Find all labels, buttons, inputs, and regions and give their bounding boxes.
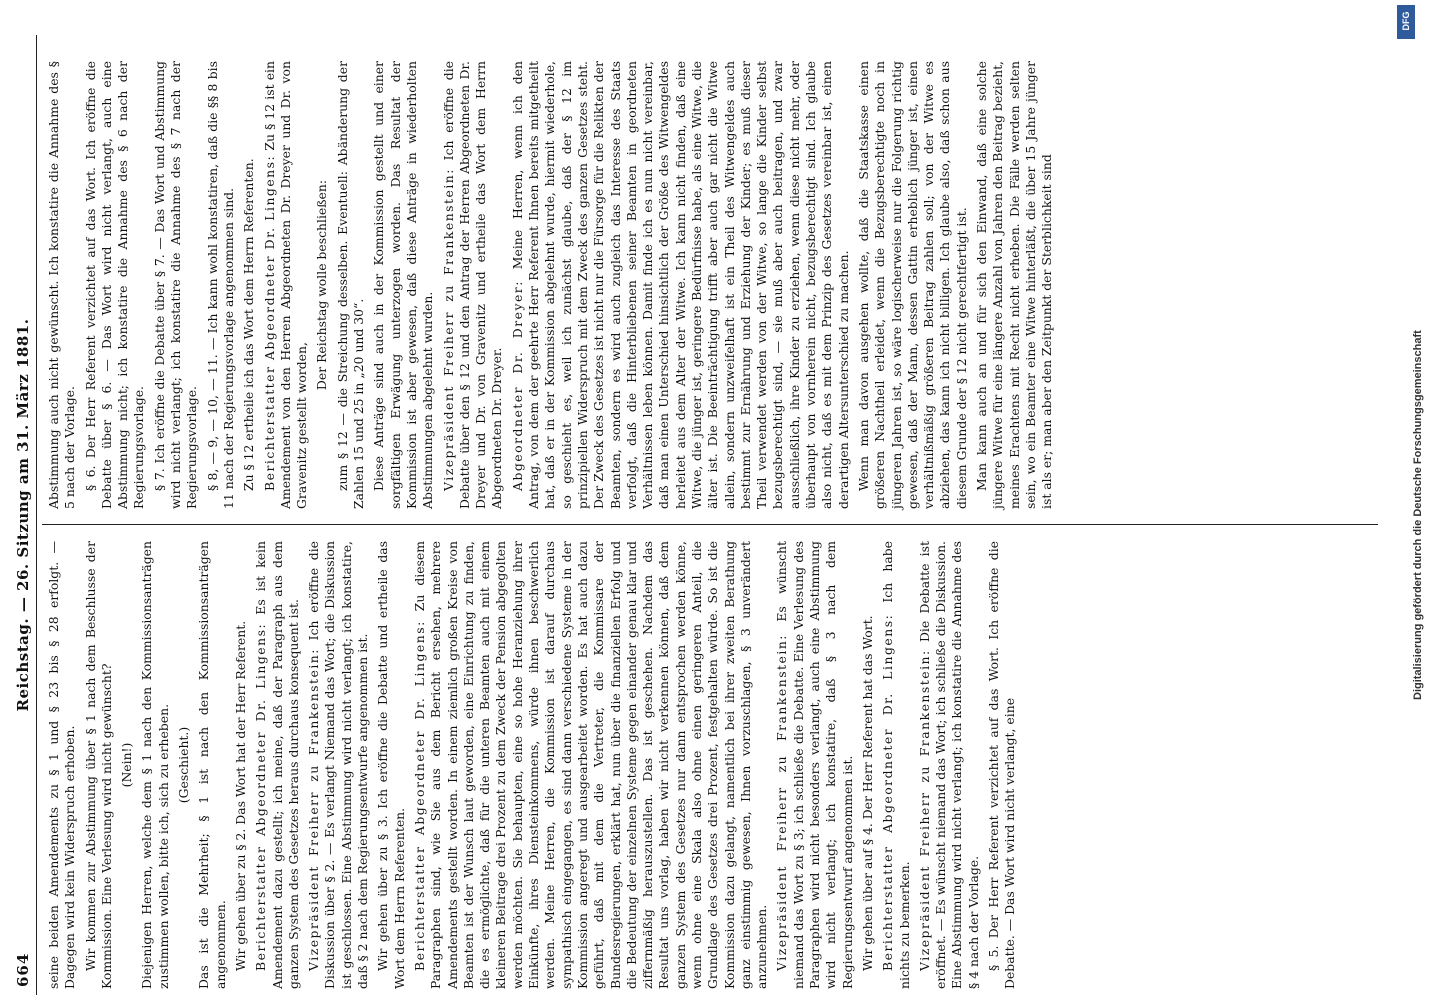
speaker-name: Berichterstatter Abgeordneter Dr. Lingens:	[880, 613, 896, 971]
speaker-name: Vizepräsident Freiherr zu Frankenstein:	[916, 649, 932, 971]
paragraph	[986, 541, 1019, 989]
page-number: 664	[14, 952, 32, 987]
paragraph	[880, 541, 913, 989]
paragraph	[860, 541, 876, 989]
paragraph	[974, 61, 1055, 509]
paragraph-text: Meine Herren, wenn ich den Antrag, von dem der geehrte Herr Referent Ihnen bereits mitgetheilt hat, daß er in der Kommission abgelehnt wurde, hiermit wiederhole, so geschieht es, weil ich zunächst glaube, daß der § 12 im prinzipiellen Widerspruch mit dem Zweck des ganzen Gesetzes steht. Der Zweck des Gesetzes ist nicht nur die Fürsorge für die Relikten der Beamten, sondern es wird auch zugleich das Interesse des Staats verfolgt, daß die Hinterbliebenen seiner Beamten in geordneten Verhältnissen leben können. Damit finde ich es nun nicht vereinbar, daß man einen Unterschied hinsichtlich der Größe des Witwengeldes herleitet aus dem Alter der Witwe. Ich kann nicht finden, daß eine Witwe, die jünger ist, geringere Bedürfnisse habe, als eine Witwe, die älter ist. Die Beeinträchtigung trifft aber auch gar nicht die Witwe allein, sondern unzweifelhaft ist ein Theil des Witwengeldes auch bestimmt zur Ernährung und Erziehung der Kinder; es muß dieser Theil verwendet werden von der Witwe, so lange die Kinder selbst bezugsberechtigt sind, — sie muß aber auch beitragen, und zwar ausschließlich, ihre Kinder zu erziehen, wenn diese nicht mehr, oder überhaupt von vornherein nicht, bezugsberechtigt sind. Ich glaube also nicht, daß es mit dem Prinzip des Gesetzes vereinbar ist, einen derartigen Altersunterschied zu machen.	[509, 61, 851, 509]
paragraph-text: Ich habe nichts zu bemerken.	[880, 541, 912, 989]
paragraph-text: Diejenigen Herren, welche dem § 1 nach den Kommissionsanträgen zustimmen wollen, bitte ich, sich zu erheben.	[139, 541, 171, 989]
speaker-name: Berichterstatter Abgeordneter Dr. Lingens:	[253, 622, 269, 971]
page-title: Reichstag. — 26. Sitzung am 31. März 1881.	[14, 318, 32, 712]
paragraph	[196, 541, 229, 989]
paragraph	[441, 61, 506, 509]
paragraph-text: Der Reichstag wolle beschließen:	[314, 179, 330, 391]
paragraph	[241, 61, 257, 509]
paragraph-text: § 8, — 9, — 10, — 11. — Ich kann wohl konstatiren, daß die §§ 8 bis 11 nach der Regierungsvorlage angenommen sind.	[204, 61, 236, 509]
speaker-name: Vizepräsident Freiherr zu Frankenstein:	[774, 634, 790, 971]
paragraph	[83, 61, 148, 509]
paragraph	[119, 541, 135, 989]
paragraph-text: Man kann auch an und für sich den Einwand, daß eine solche jüngere Witwe für eine längere Anzahl von Jahren den Beitrag bezieht, meines Erachtens mit Recht nicht erheben. Die Fälle werden selten sein, wo ein Beamter eine Witwe hinterläßt, die über 15 Jahre jünger ist als er; man aber den Zeitpunkt der Sterblichkeit sind	[974, 61, 1055, 509]
paragraph	[856, 61, 970, 509]
paragraph-text: zum § 12 — die Streichung desselben. Eventuell: Abänderung der Zahlen 15 und 25 in „20 und 30“.	[334, 61, 367, 509]
paragraph	[152, 61, 201, 509]
speaker-name: Vizepräsident Freiherr zu Frankenstein:	[306, 648, 322, 971]
paragraph-text: Ich eröffne die Debatte über den § 12 und den Antrag der Herren Abgeordneten Dr. Dreyer und Dr. von Gravenitz und ertheile das Wort dem Herrn Abgeordneten Dr. Dreyer.	[440, 61, 505, 509]
paragraph	[46, 61, 79, 509]
paragraph	[314, 61, 330, 509]
paragraph	[306, 541, 371, 989]
paragraph-text: seine beiden Amendements zu § 1 und § 23 bis § 28 erfolgt. — Dagegen wird kein Widerspruch erhoben.	[46, 541, 78, 989]
paragraph	[139, 541, 172, 989]
funding-credit: Digitalisierung gefördert durch die Deutsche Forschungsgemeinschaft	[1412, 330, 1424, 700]
digitization-sidebar	[1394, 0, 1432, 1000]
paragraph-text: Zu diesem Paragraphen sind, wie Sie aus dem Bericht ersehen, mehrere Amendements gestellt worden. In einem ziemlich großen Kreise von Beamten ist der Wunsch laut geworden, eine Einrichtung zu finden, die es ermöglichte, daß für die unteren Beamten auch mit einem kleineren Beitrage drei Prozent zu dem Zweck der Pension abgegolten werden möchten. Sie behaupten, eine so hohe Heranziehung ihrer Einkünfte, ihres Diensteinkommens, würde ihnen beschwerlich werden. Meine Herren, die Kommission ist darauf durchaus sympathisch eingegangen, es sind dann verschiedene Systeme in der Kommission angeregt und ausgearbeitet worden. Es hat auch dazu geführt, daß mit dem die Vertreter, die Kommissare der Bundesregierungen, erklärt hat, nun über die finanziellen Erfolg und die Bedeutung der einzelnen Systeme gegen einander genau klar und ziffernmäßig herauszustellen. Das ist geschehen. Nachdem das Resultat uns vorlag, haben wir nicht verkennen können, daß dem ganzen System des Gesetzes nur dann entsprochen werden könne, wenn ohne eine Skala also ohne einen geringeren Anteil, die Grundlage des Gesetzes drei Prozent, festgehalten würde. So ist die Kommission dazu gelangt, namentlich bei ihrer zweiten Berathung ganz einstimmig gewesen, Ihnen vorzuschlagen, § 3 unverändert anzunehmen.	[411, 541, 770, 989]
column-divider	[42, 524, 1378, 525]
paragraph-text: § 5. Der Herr Referent verzichtet auf das Wort. Ich eröffne die Debatte. — Das Wort wird nicht verlangt, eine	[986, 541, 1018, 989]
paragraph-text: (Nein!)	[119, 742, 135, 788]
paragraph-text: Wir gehen über zu § 3. Ich eröffne die Debatte und ertheile das Wort dem Herrn Referenten.	[375, 541, 407, 989]
paragraph-text: § 7. Ich eröffne die Debatte über § 7. — Das Wort und Abstimmung wird nicht verlangt; ich konstatire die Annahme des § 7 nach der Regierungsvorlage.	[151, 61, 200, 509]
paragraph	[205, 61, 238, 509]
paragraph-text: Zu § 12 ist ein Amendement von den Herren Abgeordneten Dr. Dreyer und Dr. von Gravenitz gestellt worden,	[261, 61, 310, 509]
speaker-name: Berichterstatter Abgeordneter Dr. Lingens:	[261, 154, 277, 491]
paragraph-text: Wenn man davon ausgehen wollte, daß die Staatskasse einen größeren Nachtheil erleidet, wenn die Bezugsberechtigte noch in jüngeren Jahren ist, so wäre logischerweise nur die Folgerung richtig gewesen, daß der Mann, dessen Gattin erheblich jünger ist, einen verhältnißmäßig größeren Beitrag zahlen soll; von der Witwe es abziehen, das kann ich nicht billigen. Ich glaube also, daß schon aus diesem Grunde der § 12 nicht gerechtfertigt ist.	[855, 61, 969, 509]
paragraph-text: Wir gehen über zu § 2. Das Wort hat der Herr Referent.	[232, 620, 248, 971]
running-header	[6, 35, 37, 995]
paragraph-text: Wir gehen über auf § 4. Der Herr Referent hat das Wort.	[859, 615, 875, 971]
paragraph	[253, 541, 302, 989]
paragraph	[917, 541, 982, 989]
paragraph-text: Wir kommen zur Abstimmung über § 1 nach dem Beschlusse der Kommission. Eine Verlesung wird nicht gewünscht?	[82, 541, 114, 989]
dfg-logo-text: DFG	[1401, 11, 1411, 31]
paragraph	[375, 541, 408, 989]
paragraph	[262, 61, 311, 509]
paragraph-text: Die Debatte ist eröffnet. — Es wünscht niemand das Wort; ich schließe die Diskussion. Eine Abstimmung wird nicht verlangt; ich konstatire die Annahme des § 4 nach der Vorlage.	[916, 541, 981, 989]
paragraph-text: Es ist kein Amendement dazu gestellt; ich meine, daß der Paragraph aus dem ganzen System des Gesetzes heraus durchaus konsequent ist.	[253, 541, 301, 989]
speaker-name: Vizepräsident Freiherr zu Frankenstein:	[440, 168, 456, 491]
paragraph-text: Abstimmung auch nicht gewünscht. Ich konstatire die Annahme des § 5 nach der Vorlage.	[46, 61, 78, 509]
paragraph	[83, 541, 116, 989]
dfg-logo	[1397, 5, 1415, 39]
paragraph	[335, 61, 368, 509]
paragraph	[233, 541, 249, 989]
paragraph	[510, 61, 852, 509]
paragraph-text: Diese Anträge sind auch in der Kommission gestellt und einer sorgfältigen Erwägung unterzogen worden. Das Resultat der Kommission ist aber gewesen, daß diese Anträge in wiederholten Abstimmungen abgelehnt wurden.	[371, 61, 436, 509]
paragraph	[46, 541, 79, 989]
paragraph-text: Es wünscht niemand das Wort zu § 3; ich schließe die Debatte. Eine Verlesung des Paragraphen wird nicht besonders verlangt, auch eine Abstimmung wird nicht verlangt; ich konstatire, daß § 3 nach dem Regierungsentwurf angenommen ist.	[774, 541, 855, 989]
left-column	[46, 541, 1023, 989]
speaker-name: Abgeordneter Dr. Dreyer:	[509, 280, 525, 491]
paragraph-text: Ich eröffne die Diskussion über § 2. — Es verlangt Niemand das Wort; die Diskussion ist geschlossen. Eine Abstimmung wird nicht verlangt; ich konstatire, daß § 2 nach dem Regierungsentwurfe angenommen ist.	[306, 541, 371, 989]
paragraph-text: § 6. Der Herr Referent verzichtet auf das Wort. Ich eröffne die Debatte über § 6. — Das Wort wird nicht verlangt, auch eine Abstimmung nicht; ich konstatire die Annahme des § 6 nach der Regierungsvorlage.	[82, 61, 147, 509]
paragraph-text: Zu § 12 ertheile ich das Wort dem Herrn Referenten.	[241, 158, 257, 491]
paragraph	[774, 541, 855, 989]
right-column	[46, 61, 1060, 509]
paragraph	[176, 541, 192, 989]
paragraph-text: Das ist die Mehrheit; § 1 ist nach den Kommissionsanträgen angenommen.	[196, 541, 228, 989]
speaker-name: Berichterstatter Abgeordneter Dr. Lingens:	[411, 620, 427, 971]
rotated-document-page	[6, 35, 1388, 995]
paragraph	[412, 541, 771, 989]
paragraph	[371, 61, 436, 509]
paragraph-text: (Geschieht.)	[176, 726, 192, 804]
